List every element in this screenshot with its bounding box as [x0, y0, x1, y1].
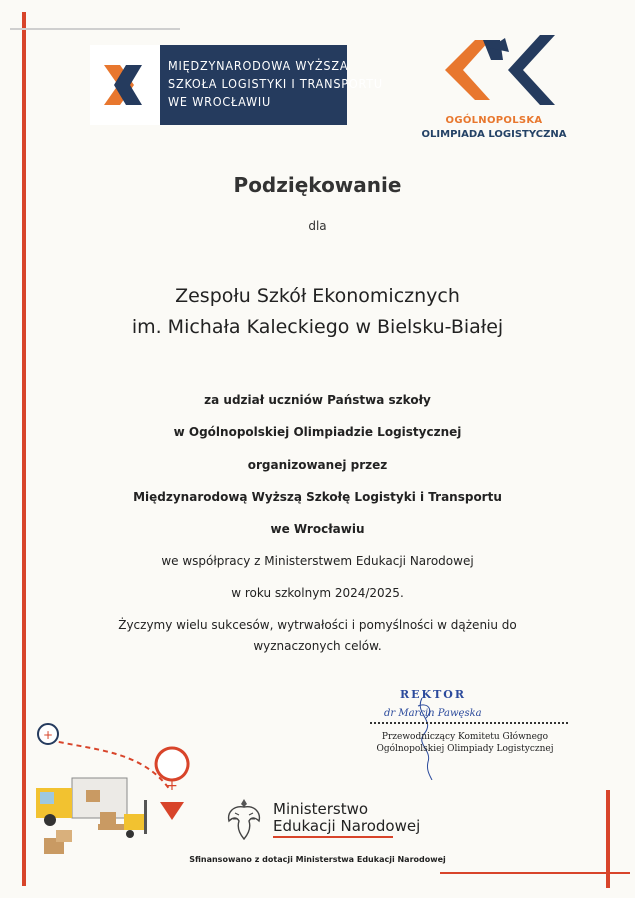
olympiad-logo-mark	[405, 30, 585, 115]
stamp-name: dr Marcin Pawęska	[384, 708, 482, 719]
body-line-9: wyznaczonych celów.	[253, 639, 382, 653]
recipient-line-1: Zespołu Szkół Ekonomicznych	[175, 285, 460, 307]
frame-left-red-line	[22, 12, 26, 886]
university-logo	[90, 45, 383, 125]
body-line-4: Międzynarodową Wyższą Szkołę Logistyki i Transportu	[133, 490, 502, 504]
document-title: Podziękowanie	[233, 173, 402, 197]
body-line-8: Życzymy wielu sukcesów, wytrwałości i pomyślności w dążeniu do	[118, 618, 517, 632]
body-line-5: we Wrocławiu	[270, 522, 365, 536]
svg-text:+: +	[166, 778, 178, 794]
frame-top-line	[10, 28, 180, 30]
ministry-name-line-1: Ministerstwo	[273, 800, 369, 818]
eagle-emblem-icon	[225, 795, 263, 843]
svg-text:+: +	[42, 728, 54, 742]
university-logo-mark	[90, 45, 160, 125]
university-logo-line-1: MIĘDZYNARODOWA WYŻSZA	[168, 58, 349, 73]
logistics-illustration	[32, 720, 202, 870]
olympiad-logo-line-1: OGÓLNOPOLSKA	[445, 115, 543, 126]
ministry-name-line-2: Edukacji Narodowej	[273, 817, 421, 835]
body-line-7: w roku szkolnym 2024/2025.	[231, 586, 404, 600]
signer-role-line-1: Przewodniczący Komitetu Głównego	[381, 732, 549, 742]
olympiad-logo	[405, 30, 585, 145]
funding-note: Sfinansowano z dotacji Ministerstwa Edukacji Narodowej	[189, 855, 446, 864]
recipient-line-2: im. Michała Kaleckiego w Bielsku-Białej	[131, 316, 504, 338]
body-line-3: organizowanej przez	[247, 458, 388, 472]
frame-bottom-red-line	[440, 872, 630, 874]
stamp-title: REKTOR	[400, 688, 466, 701]
ministry-logo	[225, 795, 425, 845]
ministry-red-bar	[273, 836, 393, 838]
signature-dotted-line	[370, 722, 568, 724]
body-line-6: we współpracy z Ministerstwem Edukacji Narodowej	[161, 554, 474, 568]
university-logo-line-2: SZKOŁA LOGISTYKI I TRANSPORTU	[168, 76, 383, 91]
signer-role-line-2: Ogólnopolskiej Olimpiady Logistycznej	[376, 744, 554, 754]
body-line-1: za udział uczniów Państwa szkoły	[204, 393, 431, 407]
body-line-2: w Ogólnopolskiej Olimpiadzie Logistycznej	[173, 425, 462, 439]
olympiad-logo-line-2: OLIMPIADA LOGISTYCZNA	[421, 129, 567, 140]
for-word: dla	[308, 219, 327, 233]
university-logo-line-3: WE WROCŁAWIU	[168, 94, 272, 109]
